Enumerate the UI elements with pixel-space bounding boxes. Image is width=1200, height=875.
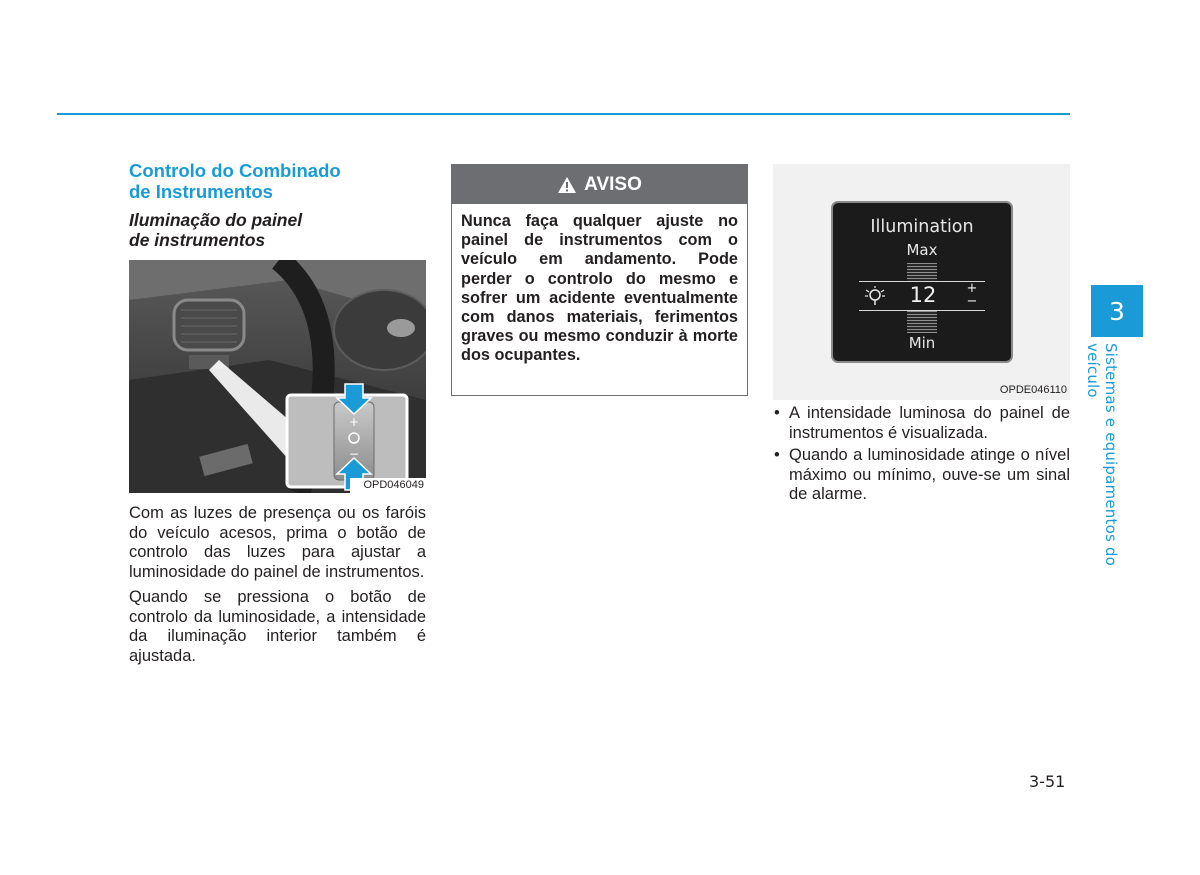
header-rule — [57, 113, 1070, 115]
chapter-title: Sistemas e equipamentos do veículo — [1084, 343, 1120, 567]
display-min-label: Min — [908, 334, 936, 352]
photo-minus-label: − — [348, 447, 360, 461]
warning-title: AVISO — [584, 173, 642, 195]
brightness-plus: + — [966, 281, 978, 296]
cluster-display — [831, 201, 1013, 363]
subsection-title-line-2: de instrumentos — [129, 230, 266, 250]
page-number: 3-51 — [1029, 772, 1066, 791]
figure-code-1: OPD046049 — [350, 478, 426, 493]
subsection-title — [129, 210, 426, 250]
section-title — [129, 160, 426, 202]
dashboard-photo — [129, 260, 426, 493]
warning-text: Nunca faça qualquer ajuste no painel de instrumentos com o veículo em andamento. Pode perder o controlo do mesmo e sofrer um acidente eventualmente com danos materiais, ferimentos graves ou mesmo conduzir à morte dos ocupantes. — [461, 212, 738, 365]
bullet-item: • Quando a luminosidade atinge o nível máximo ou mínimo, ouve-se um sinal de alarme. — [773, 446, 1070, 505]
warning-triangle-icon — [557, 176, 577, 194]
body-text-column-1 — [129, 504, 426, 666]
brightness-slider — [859, 281, 985, 311]
photo-plus-label: + — [348, 415, 360, 429]
bullet-list — [773, 404, 1070, 508]
brightness-plus-minus — [965, 282, 979, 308]
warning-header — [452, 165, 747, 204]
bullet-item: • A intensidade luminosa do painel de instrumentos é visualizada. — [773, 404, 1070, 443]
brightness-value: 12 — [909, 283, 937, 307]
body-paragraph: Quando se pressiona o botão de controlo da luminosidade, a intensidade da iluminação interior também é ajustada. — [129, 588, 426, 665]
body-paragraph: Com as luzes de presença ou os faróis do veículo acesos, prima o botão de controlo das luzes para ajustar a luminosidade do painel de instrumentos. — [129, 504, 426, 581]
warning-box — [451, 164, 748, 396]
chapter-number-tab: 3 — [1091, 285, 1143, 337]
display-max-label: Max — [906, 241, 938, 259]
section-title-line-2: de Instrumentos — [129, 181, 273, 202]
brightness-minus: − — [966, 294, 978, 309]
subsection-title-line-1: Iluminação do painel — [129, 210, 303, 230]
section-title-line-1: Controlo do Combinado — [129, 160, 341, 181]
section-heading — [129, 160, 426, 250]
illumination-figure — [773, 164, 1070, 400]
figure-code-2: OPDE046110 — [999, 384, 1067, 396]
display-title: Illumination — [870, 217, 974, 237]
illumination-icon — [863, 285, 889, 312]
dashboard-illustration — [129, 260, 426, 493]
